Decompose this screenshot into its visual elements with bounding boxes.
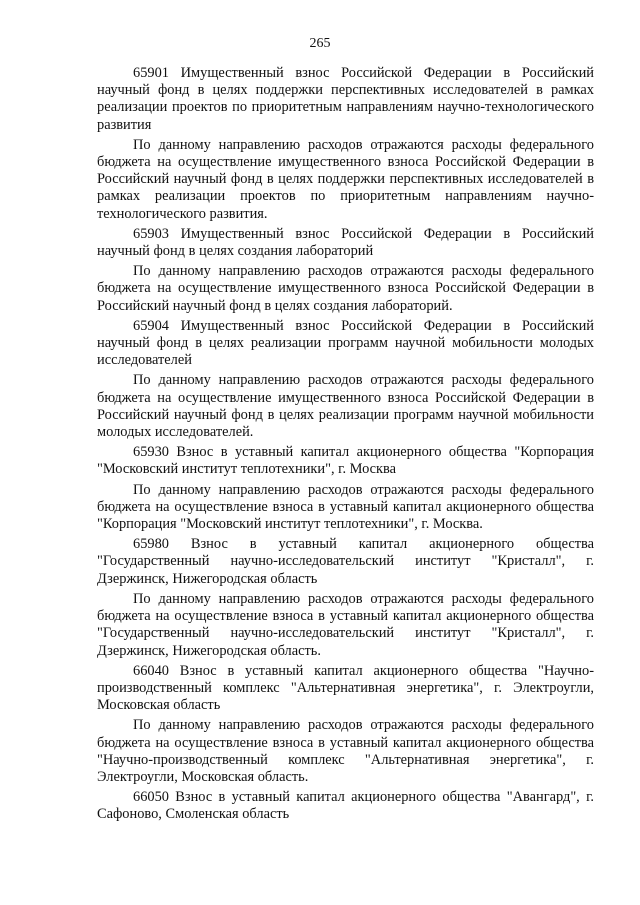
document-body <box>97 65 594 827</box>
paragraph-65901-description: По данному направлению расходов отражаются расходы федерального бюджета на осуществление имущественного взноса Российской Федерации в Российский научный фонд в целях поддержки перспективных исследователей в рамках реализации проектов по приоритетным направлениям научно-технологического развития. <box>97 136 594 222</box>
paragraph-65904-heading: 65904 Имущественный взнос Российской Федерации в Российский научный фонд в целях реализации программ научной мобильности молодых исследователей <box>97 317 594 369</box>
paragraph-65980-description: По данному направлению расходов отражаются расходы федерального бюджета на осуществление взноса в уставный капитал акционерного общества "Государственный научно-исследовательский институт "Кристалл", г. Дзержинск, Нижегородская область. <box>97 590 594 659</box>
page-number: 265 <box>309 36 331 51</box>
paragraph-66040-description: По данному направлению расходов отражаются расходы федерального бюджета на осуществление взноса в уставный капитал акционерного общества "Научно-производственный комплекс "Альтернативная энергетика", г. Электроугли, Московская область. <box>97 717 594 785</box>
paragraph-65901-heading: 65901 Имущественный взнос Российской Федерации в Российский научный фонд в целях поддержки перспективных исследователей в рамках реализации проектов по приоритетным направлениям научно-технологического развития <box>97 65 594 133</box>
paragraph-66040-heading: 66040 Взнос в уставный капитал акционерного общества "Научно-производственный комплекс "Альтернативная энергетика", г. Электроугли, Московская область <box>97 662 594 714</box>
paragraph-65930-description: По данному направлению расходов отражаются расходы федерального бюджета на осуществление взноса в уставный капитал акционерного общества "Корпорация "Московский институт теплотехники", г. Москва. <box>97 481 594 533</box>
paragraph-65904-description: По данному направлению расходов отражаются расходы федерального бюджета на осуществление имущественного взноса Российской Федерации в Российский научный фонд в целях реализации программ научной мобильности молодых исследователей. <box>97 372 594 441</box>
paragraph-65903-description: По данному направлению расходов отражаются расходы федерального бюджета на осуществление имущественного взноса Российской Федерации в Российский научный фонд в целях создания лабораторий. <box>97 263 594 314</box>
paragraph-66050-heading: 66050 Взнос в уставный капитал акционерного общества "Авангард", г. Сафоново, Смоленская область <box>97 789 594 823</box>
paragraph-65980-heading: 65980 Взнос в уставный капитал акционерного общества "Государственный научно-исследовательский институт "Кристалл", г. Дзержинск, Нижегородская область <box>97 536 594 587</box>
paragraph-65903-heading: 65903 Имущественный взнос Российской Федерации в Российский научный фонд в целях создания лабораторий <box>97 225 594 260</box>
paragraph-65930-heading: 65930 Взнос в уставный капитал акционерного общества "Корпорация "Московский институт теплотехники", г. Москва <box>97 444 594 478</box>
